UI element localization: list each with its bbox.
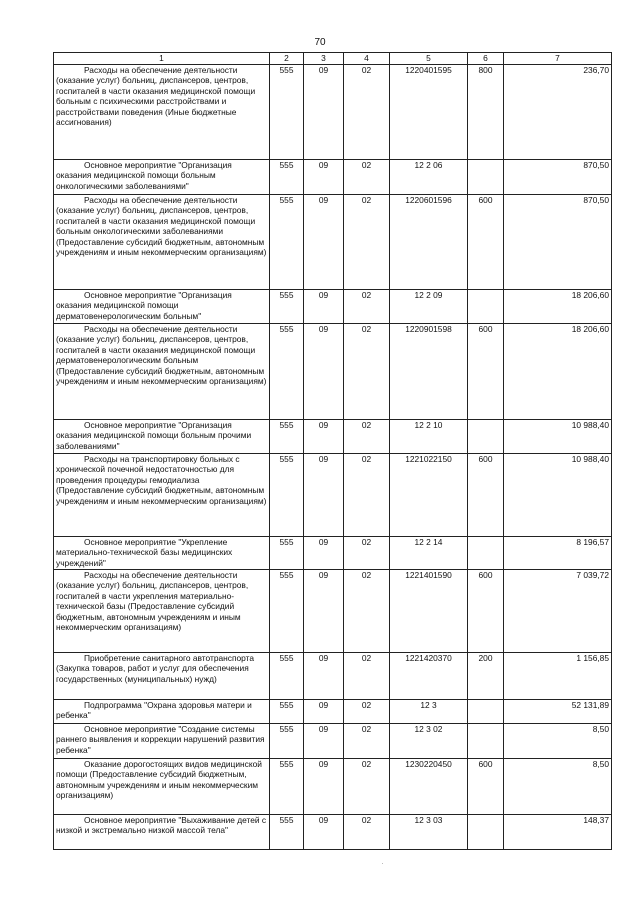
row-amount: 8,50 (504, 724, 612, 759)
page-number: 70 (314, 37, 326, 48)
row-ministry-code: 555 (270, 700, 304, 724)
row-target-article: 12 2 10 (390, 420, 468, 454)
table-row (54, 420, 612, 454)
table-row (54, 700, 612, 724)
column-header-4: 4 (344, 53, 390, 65)
row-section-code: 09 (304, 290, 344, 324)
row-description: Приобретение санитарного автотранспорта (Закупка товаров, работ и услуг для обеспечения государственных (муниципальных) нужд) (54, 653, 270, 700)
row-amount: 8,50 (504, 759, 612, 815)
row-section-code: 09 (304, 324, 344, 420)
row-amount: 52 131,89 (504, 700, 612, 724)
row-amount: 18 206,60 (504, 290, 612, 324)
row-section-code: 09 (304, 420, 344, 454)
row-ministry-code: 555 (270, 724, 304, 759)
row-amount: 870,50 (504, 195, 612, 290)
row-description: Подпрограмма "Охрана здоровья матери и ребенка" (54, 700, 270, 724)
row-ministry-code: 555 (270, 324, 304, 420)
column-header-2: 2 (270, 53, 304, 65)
row-amount: 10 988,40 (504, 420, 612, 454)
table-row (54, 537, 612, 570)
row-subsection-code: 02 (344, 759, 390, 815)
row-expense-type (468, 700, 504, 724)
row-subsection-code: 02 (344, 160, 390, 195)
row-expense-type: 200 (468, 653, 504, 700)
row-section-code: 09 (304, 160, 344, 195)
column-header-5: 5 (390, 53, 468, 65)
row-subsection-code: 02 (344, 815, 390, 850)
row-expense-type (468, 290, 504, 324)
row-expense-type: 600 (468, 759, 504, 815)
row-ministry-code: 555 (270, 653, 304, 700)
row-amount: 870,50 (504, 160, 612, 195)
row-amount: 7 039,72 (504, 570, 612, 653)
row-ministry-code: 555 (270, 570, 304, 653)
row-ministry-code: 555 (270, 454, 304, 537)
table-row (54, 160, 612, 195)
row-target-article: 1230220450 (390, 759, 468, 815)
row-expense-type (468, 815, 504, 850)
row-ministry-code: 555 (270, 195, 304, 290)
row-description: Оказание дорогостоящих видов медицинской помощи (Предоставление субсидий бюджетным, автономным учреждениям и иным некоммерческим организациям) (54, 759, 270, 815)
row-amount: 1 156,85 (504, 653, 612, 700)
scan-artifact-line (382, 863, 383, 864)
row-target-article: 12 2 14 (390, 537, 468, 570)
row-subsection-code: 02 (344, 537, 390, 570)
row-section-code: 09 (304, 724, 344, 759)
row-section-code: 09 (304, 454, 344, 537)
row-target-article: 1221401590 (390, 570, 468, 653)
row-expense-type (468, 537, 504, 570)
row-expense-type: 600 (468, 195, 504, 290)
row-ministry-code: 555 (270, 160, 304, 195)
table-row (54, 759, 612, 815)
row-description: Основное мероприятие "Выхаживание детей с низкой и экстремально низкой массой тела" (54, 815, 270, 850)
row-subsection-code: 02 (344, 700, 390, 724)
row-section-code: 09 (304, 195, 344, 290)
row-subsection-code: 02 (344, 195, 390, 290)
row-description: Основное мероприятие "Организация оказания медицинской помощи больным онкологическими заболеваниями" (54, 160, 270, 195)
table-row (54, 324, 612, 420)
row-target-article: 12 2 06 (390, 160, 468, 195)
row-section-code: 09 (304, 700, 344, 724)
budget-table (53, 52, 612, 850)
row-subsection-code: 02 (344, 290, 390, 324)
row-subsection-code: 02 (344, 454, 390, 537)
row-target-article: 12 3 (390, 700, 468, 724)
row-expense-type (468, 724, 504, 759)
row-ministry-code: 555 (270, 815, 304, 850)
table-row (54, 724, 612, 759)
column-header-7: 7 (504, 53, 612, 65)
row-amount: 18 206,60 (504, 324, 612, 420)
row-expense-type (468, 160, 504, 195)
row-target-article: 1220401595 (390, 65, 468, 160)
row-ministry-code: 555 (270, 420, 304, 454)
row-target-article: 12 3 02 (390, 724, 468, 759)
row-description: Основное мероприятие "Организация оказания медицинской помощи больным прочими заболеваниями" (54, 420, 270, 454)
row-target-article: 12 3 03 (390, 815, 468, 850)
row-description: Расходы на обеспечение деятельности (оказание услуг) больниц, диспансеров, центров, госпиталей в части укрепления материально-технической базы (Предоставление субсидий бюджетным, автономным учреждениям и иным некоммерческим организациям) (54, 570, 270, 653)
row-amount: 8 196,57 (504, 537, 612, 570)
row-section-code: 09 (304, 815, 344, 850)
row-section-code: 09 (304, 759, 344, 815)
row-description: Основное мероприятие "Укрепление материально-технической базы медицинских учреждений" (54, 537, 270, 570)
row-subsection-code: 02 (344, 570, 390, 653)
column-header-1: 1 (54, 53, 270, 65)
column-header-3: 3 (304, 53, 344, 65)
row-target-article: 1221420370 (390, 653, 468, 700)
row-expense-type (468, 420, 504, 454)
row-expense-type: 600 (468, 324, 504, 420)
row-description: Основное мероприятие "Создание системы раннего выявления и коррекции нарушений развития ребенка" (54, 724, 270, 759)
row-section-code: 09 (304, 570, 344, 653)
row-description: Расходы на обеспечение деятельности (оказание услуг) больниц, диспансеров, центров, госпиталей в части оказания медицинской помощи больным онкологическими заболеваниями (Предоставление субсидий бюджетным, автономным учреждениям и иным некоммерческим организациям) (54, 195, 270, 290)
row-section-code: 09 (304, 537, 344, 570)
row-amount: 148,37 (504, 815, 612, 850)
row-amount: 236,70 (504, 65, 612, 160)
row-target-article: 12 2 09 (390, 290, 468, 324)
table-row (54, 195, 612, 290)
table-row (54, 815, 612, 850)
row-target-article: 1220901598 (390, 324, 468, 420)
row-section-code: 09 (304, 653, 344, 700)
row-description: Расходы на обеспечение деятельности (оказание услуг) больниц, диспансеров, центров, госпиталей в части оказания медицинской помощи дерматовенерологическим больным (Предоставление субсидий бюджетным, автономным учреждениям и иным некоммерческим организациям) (54, 324, 270, 420)
table-row (54, 653, 612, 700)
table-row (54, 454, 612, 537)
table-row (54, 290, 612, 324)
table-row (54, 570, 612, 653)
row-target-article: 1221022150 (390, 454, 468, 537)
row-section-code: 09 (304, 65, 344, 160)
row-expense-type: 600 (468, 570, 504, 653)
row-description: Расходы на обеспечение деятельности (оказание услуг) больниц, диспансеров, центров, госпиталей в части оказания медицинской помощи больным с психическими расстройствами и расстройствами поведения (Иные бюджетные ассигнования) (54, 65, 270, 160)
row-expense-type: 800 (468, 65, 504, 160)
row-amount: 10 988,40 (504, 454, 612, 537)
row-subsection-code: 02 (344, 653, 390, 700)
row-expense-type: 600 (468, 454, 504, 537)
row-subsection-code: 02 (344, 420, 390, 454)
row-description: Расходы на транспортировку больных с хронической почечной недостаточностью для проведения процедуры гемодиализа (Предоставление субсидий бюджетным, автономным учреждениям и иным некоммерческим организациям) (54, 454, 270, 537)
table-header-row (54, 53, 612, 65)
row-target-article: 1220601596 (390, 195, 468, 290)
row-ministry-code: 555 (270, 65, 304, 160)
column-header-6: 6 (468, 53, 504, 65)
row-subsection-code: 02 (344, 724, 390, 759)
row-subsection-code: 02 (344, 65, 390, 160)
row-subsection-code: 02 (344, 324, 390, 420)
row-ministry-code: 555 (270, 290, 304, 324)
row-ministry-code: 555 (270, 759, 304, 815)
row-ministry-code: 555 (270, 537, 304, 570)
table-row (54, 65, 612, 160)
row-description: Основное мероприятие "Организация оказания медицинской помощи дерматовенерологическим больным" (54, 290, 270, 324)
